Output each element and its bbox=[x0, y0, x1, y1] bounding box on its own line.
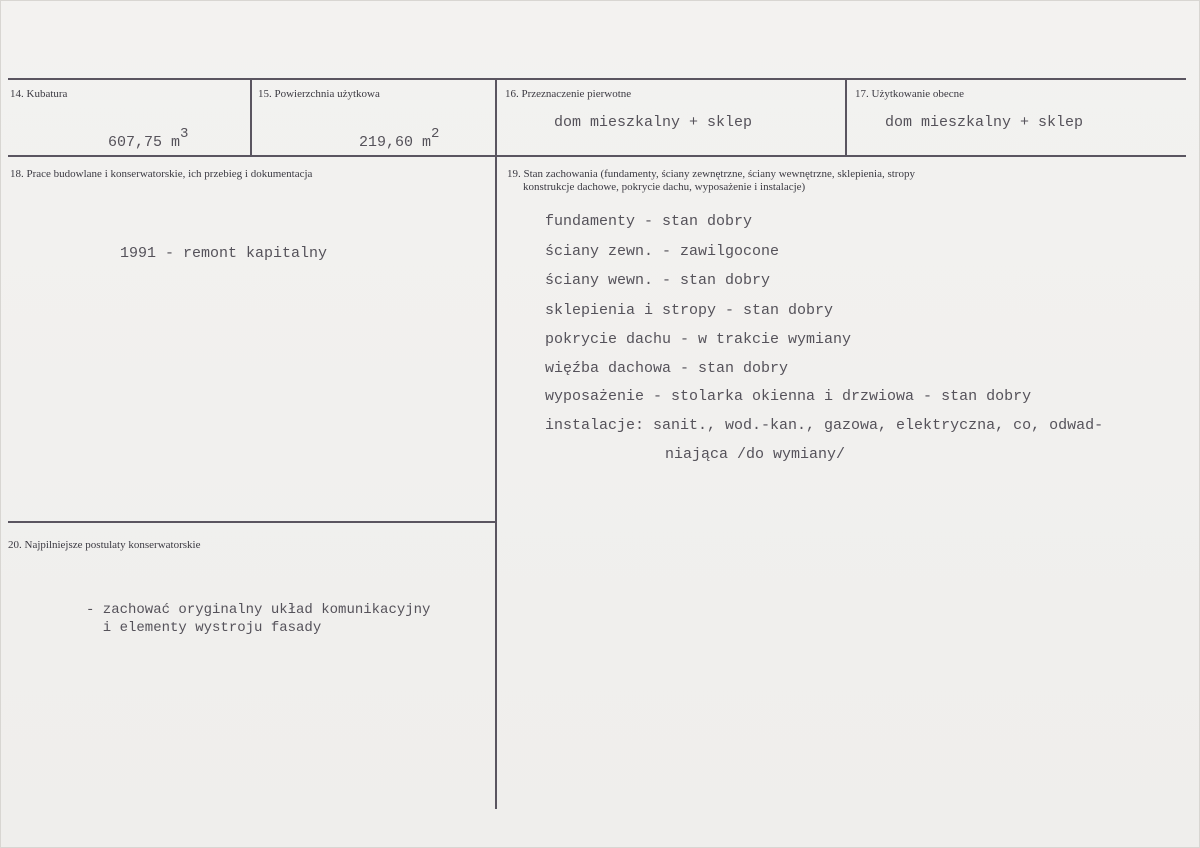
field-15-label: 15. Powierzchnia użytkowa bbox=[258, 88, 380, 100]
field-19-label-line2: konstrukcje dachowe, pokrycie dachu, wyposażenie i instalacje) bbox=[523, 181, 806, 193]
field-20-label: 20. Najpilniejsze postulaty konserwatorskie bbox=[8, 539, 201, 551]
top-rule bbox=[8, 78, 1186, 80]
field-15-value bbox=[323, 116, 439, 170]
section-divider-18-20 bbox=[8, 521, 495, 523]
field-19-line: więźba dachowa - stan dobry bbox=[545, 360, 789, 377]
field-20-line: i elementy wystroju fasady bbox=[86, 620, 322, 636]
field-19-line: fundamenty - stan dobry bbox=[545, 213, 753, 230]
field-14-value bbox=[72, 116, 188, 170]
field-19-line: ściany wewn. - stan dobry bbox=[545, 272, 771, 289]
field-19-line: wyposażenie - stolarka okienna i drzwiowa - stan dobry bbox=[545, 388, 1032, 405]
field-15-number: 219,60 m bbox=[359, 134, 432, 151]
field-14-label: 14. Kubatura bbox=[10, 88, 68, 100]
field-19-line: ściany zewn. - zawilgocone bbox=[545, 243, 780, 260]
field-19-line: sklepienia i stropy - stan dobry bbox=[545, 302, 834, 319]
field-14-exponent: 3 bbox=[180, 126, 189, 142]
field-15-exponent: 2 bbox=[431, 126, 440, 142]
col-divider-14-15 bbox=[250, 79, 252, 156]
field-18-label: 18. Prace budowlane i konserwatorskie, ich przebieg i dokumentacja bbox=[10, 168, 313, 180]
field-14-number: 607,75 m bbox=[108, 134, 181, 151]
col-divider-15-16 bbox=[495, 79, 497, 809]
field-19-line: pokrycie dachu - w trakcie wymiany bbox=[545, 331, 852, 348]
field-18-value: 1991 - remont kapitalny bbox=[120, 245, 328, 262]
field-19-label-line1: 19. Stan zachowania (fundamenty, ściany zewnętrzne, ściany wewnętrzne, sklepienia, stropy bbox=[507, 168, 915, 180]
field-19-line: niająca /do wymiany/ bbox=[665, 446, 846, 463]
col-divider-16-17 bbox=[845, 79, 847, 156]
field-17-label: 17. Użytkowanie obecne bbox=[855, 88, 965, 100]
field-16-label: 16. Przeznaczenie pierwotne bbox=[505, 88, 632, 100]
field-16-value: dom mieszkalny + sklep bbox=[554, 114, 753, 131]
field-20-line: - zachować oryginalny układ komunikacyjny bbox=[86, 602, 431, 618]
field-19-line: instalacje: sanit., wod.-kan., gazowa, elektryczna, co, odwad- bbox=[545, 417, 1104, 434]
field-17-value: dom mieszkalny + sklep bbox=[885, 114, 1084, 131]
